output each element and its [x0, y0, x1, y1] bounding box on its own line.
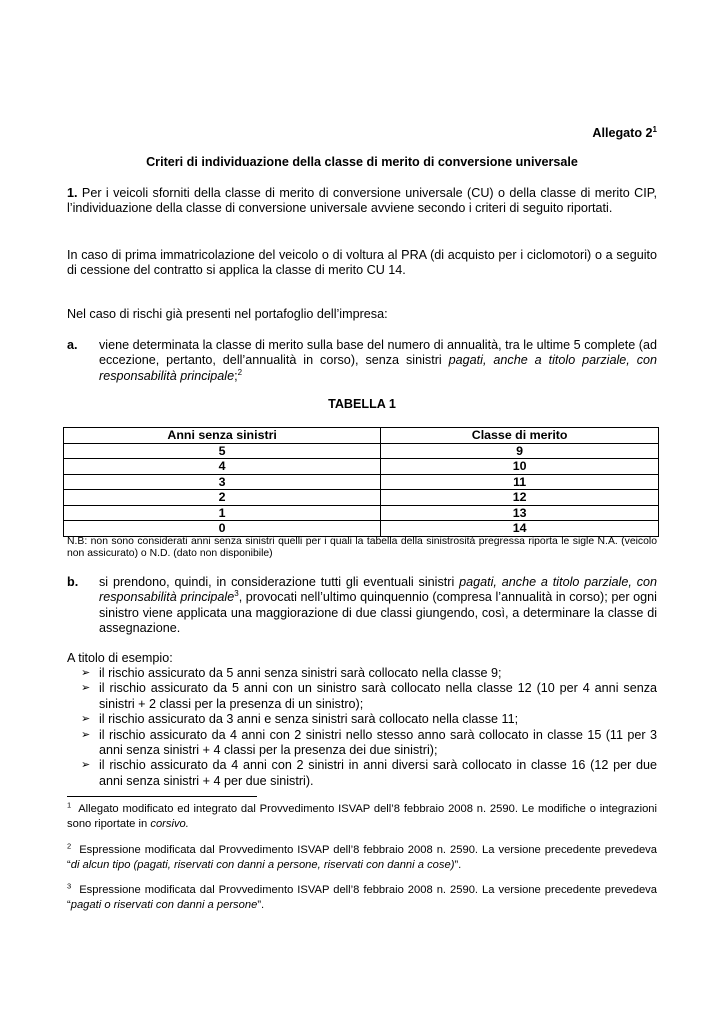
list-item: [67, 728, 657, 759]
esempio-list: [67, 666, 657, 789]
list-item: [67, 712, 657, 727]
allegato-label: [67, 126, 657, 141]
paragraph-prima-immatricolazione: In caso di prima immatricolazione del veicolo o di voltura al PRA (di acquisto per i ciclomotori) o a seguito di cessione del contratto si applica la classe di merito CU 14.: [67, 248, 657, 278]
cell-classe: 13: [381, 505, 659, 521]
section-1-text: Per i veicoli sforniti della classe di merito di conversione universale (CU) o della classe di merito CIP, l’individuazione della classe di conversione universale avviene secondo i criteri di seguito riportati.: [67, 186, 657, 216]
table-row: [64, 505, 659, 521]
arrow-bullet-icon: ➢: [81, 728, 91, 741]
cell-anni: 1: [64, 505, 381, 521]
item-b-text: [99, 575, 657, 637]
list-item: [67, 681, 657, 712]
table-title: TABELLA 1: [328, 397, 396, 411]
list-item-text: il rischio assicurato da 5 anni senza sinistri sarà collocato nella classe 9;: [99, 666, 502, 680]
item-a-italic: pagati, anche a titolo parziale, con responsabilità principale: [99, 353, 657, 383]
item-b-label: b.: [67, 575, 79, 589]
col-header-classe: Classe di merito: [381, 428, 659, 444]
arrow-bullet-icon: ➢: [81, 682, 91, 695]
cell-classe: 11: [381, 474, 659, 490]
col-header-anni: Anni senza sinistri: [64, 428, 381, 444]
section-1-number: 1.: [67, 186, 78, 200]
cell-anni: 5: [64, 443, 381, 459]
table-row: [64, 490, 659, 506]
list-item-text: il rischio assicurato da 4 anni con 2 sinistri in anni diversi sarà collocato in classe 16 (12 per due anni senza sinistri + 4 per due sinistri).: [99, 758, 657, 788]
footnote-tail: ”.: [257, 899, 265, 911]
footnote-italic: pagati o riservati con danni a persone: [70, 899, 258, 911]
arrow-bullet-icon: ➢: [81, 759, 91, 772]
list-item: [67, 758, 657, 789]
cell-anni: 3: [64, 474, 381, 490]
cell-classe: 14: [381, 521, 659, 537]
footnote-number: 3: [67, 881, 72, 891]
footnote-1: [67, 802, 657, 832]
footnote-italic: corsivo.: [150, 818, 189, 830]
footnote-text: Allegato modificato ed integrato dal Provvedimento ISVAP dell’8 febbraio 2008 n. 2590. Le modifiche o integrazioni sono riportate in: [67, 803, 657, 830]
table-row: [64, 474, 659, 490]
cell-anni: 2: [64, 490, 381, 506]
item-a-body: viene determinata la classe di merito sulla base del numero di annualità, tra le ultime 5 complete (ad eccezione, pertanto, dell’annualità in corso), senza sinistri: [99, 338, 657, 368]
allegato-text: Allegato 2: [592, 126, 653, 140]
footnote-3: [67, 883, 657, 913]
document-title: Criteri di individuazione della classe di merito di conversione universale: [146, 155, 578, 169]
item-a-label: a.: [67, 338, 78, 352]
tabella-1: [63, 427, 659, 537]
footnote-text: Espressione modificata dal Provvedimento ISVAP dell’8 febbraio 2008 n. 2590. La versione precedente prevedeva “: [67, 844, 657, 871]
footnote-separator: [67, 796, 257, 797]
item-a: [67, 338, 657, 384]
table-row: [64, 443, 659, 459]
arrow-bullet-icon: ➢: [81, 713, 91, 726]
arrow-bullet-icon: ➢: [81, 667, 91, 679]
footnote-number: 2: [67, 841, 72, 851]
section-1-paragraph: [67, 186, 657, 217]
cell-anni: 0: [64, 521, 381, 537]
footnote-text: Espressione modificata dal Provvedimento ISVAP dell’8 febbraio 2008 n. 2590. La versione precedente prevedeva “: [67, 884, 657, 911]
item-b-body: si prendono, quindi, in considerazione tutti gli eventuali sinistri: [99, 575, 455, 589]
footnote-number: 1: [67, 800, 72, 810]
footnote-tail: ”.: [454, 859, 462, 871]
table-row: [64, 459, 659, 475]
table-row: [64, 521, 659, 537]
list-item-text: il rischio assicurato da 4 anni con 2 sinistri nello stesso anno sarà collocato in classe 15 (11 per 3 anni senza sinistri + 4 classi per la presenza dei due sinistri);: [99, 727, 657, 758]
item-a-footnote-ref: 2: [237, 367, 243, 377]
cell-classe: 9: [381, 443, 659, 459]
item-b-tail: , provocati nell’ultimo quinquennio (compresa l’annualità in corso); per ogni sinistro viene applicata una maggiorazione di due classi giungendo, così, a determinare la classe di assegnazione.: [99, 590, 657, 636]
item-b: [67, 575, 657, 637]
cell-classe: 10: [381, 459, 659, 475]
table-header-row: [64, 428, 659, 444]
list-item-text: il rischio assicurato da 5 anni con un sinistro sarà collocato nella classe 12 (10 per 4 anni senza sinistri + 2 classi per la presenza di un sinistro);: [99, 681, 657, 711]
footnote-italic: di alcun tipo (pagati, riservati con danni a persone, riservati con danni a cose): [70, 859, 455, 871]
esempio-intro: A titolo di esempio:: [67, 651, 173, 665]
cell-anni: 4: [64, 459, 381, 475]
list-item-text: il rischio assicurato da 3 anni e senza sinistri sarà collocato nella classe 11;: [99, 712, 519, 727]
list-item: [67, 666, 657, 681]
table-note: N.B: non sono considerati anni senza sinistri quelli per i quali la tabella della sinistrosità pregressa riporta le sigle N.A. (veicolo non assicurato) o N.D. (dato non disponibile): [67, 536, 657, 559]
footnote-2: [67, 843, 657, 873]
allegato-footnote-ref: 1: [652, 124, 657, 134]
paragraph-rischi-presenti: Nel caso di rischi già presenti nel portafoglio dell’impresa:: [67, 307, 388, 321]
cell-classe: 12: [381, 490, 659, 506]
item-b-italic: pagati, anche a titolo parziale, con responsabilità principale: [99, 575, 657, 605]
item-a-tail: ;: [234, 368, 238, 383]
item-a-text: [99, 338, 657, 384]
item-b-footnote-ref: 3: [234, 589, 239, 599]
